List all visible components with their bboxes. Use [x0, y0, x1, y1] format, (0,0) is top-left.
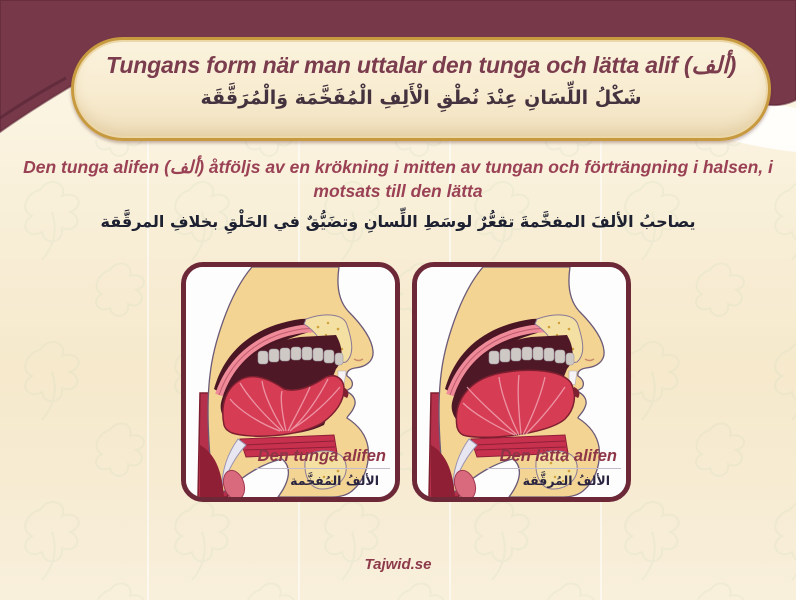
figure-label-rule [486, 468, 621, 469]
description-text: Den tunga alifen (ألف) åtföljs av en krökning i mitten av tungan och förträngning i halsen, i motsats till den lätta [23, 157, 773, 201]
figure-light-alif [412, 262, 631, 502]
figures-row [181, 262, 631, 502]
slide-title: Tungans form när man uttalar den tunga och lätta alif (ألف) [105, 52, 737, 78]
figure-label-rule [255, 468, 390, 469]
figure-label-heavy: Den tunga alifen [257, 447, 386, 465]
header-banner [71, 37, 771, 141]
description-text-arabic: يصاحبُ الألفَ المفخَّمةَ تقعُّرٌ لوسَطِ اللِّسانِ وتضَيُّقٌ في الحَلْقِ بخلافِ المرقَّقة [100, 212, 696, 231]
figure-label-light: Den lätta alifen [499, 447, 617, 465]
figure-heavy-alif [181, 262, 400, 502]
footer-brand: Tajwid.se [364, 556, 432, 573]
slide-title-arabic: شَكْلُ اللِّسَانِ عِنْدَ نُطْقِ الْأَلِفِ الْمُفَخَّمَة وَالْمُرَقَّقَة [200, 87, 642, 110]
figure-label-light-arabic: الألفُ المُرقَّقة [522, 473, 610, 488]
figure-label-heavy-arabic: الألفُ المُفخَّمة [290, 473, 379, 488]
